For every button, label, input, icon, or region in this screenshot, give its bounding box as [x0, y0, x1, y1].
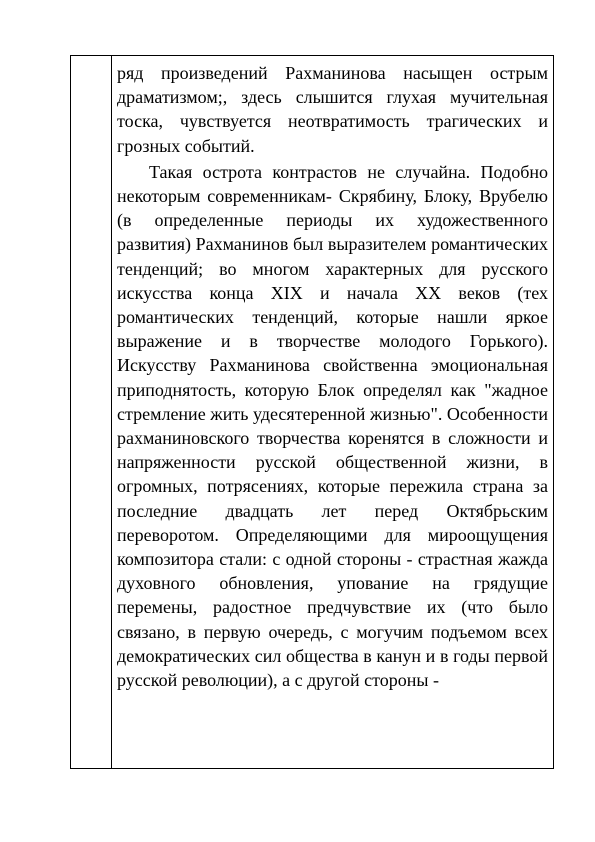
paragraph-2: Такая острота контрастов не случайна. Подобно некоторым современникам- Скрябину, Блоку, Врубелю (в определенные периоды их художественного развития) Рахманинов был выразителем романтических тенденций; во многом характерных для русского искусства конца XIX и начала XX веков (тех романтических тенденций, которые нашли яркое выражение и в творчестве молодого Горького). Искусству Рахманинова свойственна эмоциональная приподнятость, которую Блок определял как "жадное стремление жить удесятеренной жизнью". Особенности рахманиновского творчества коренятся в сложности и напряженности русской общественной жизни, в огромных, потрясениях, которые пережила страна за последние двадцать лет перед Октябрьским переворотом. Определяющими для мироощущения композитора стали: с одной стороны - страстная жажда духовного обновления, упование на грядущие перемены, радостное предчувствие их (что было связано, в первую очередь, с могучим подъемом всех демократических сил общества в канун и в годы первой русской революции), а с другой стороны -	[117, 161, 548, 691]
column-divider	[111, 55, 112, 769]
text-cell	[117, 61, 548, 692]
paragraph-1: ряд произведений Рахманинова насыщен острым драматизмом;, здесь слышится глухая мучительная тоска, чувствуется неотвратимость трагических и грозных событий.	[117, 63, 548, 156]
